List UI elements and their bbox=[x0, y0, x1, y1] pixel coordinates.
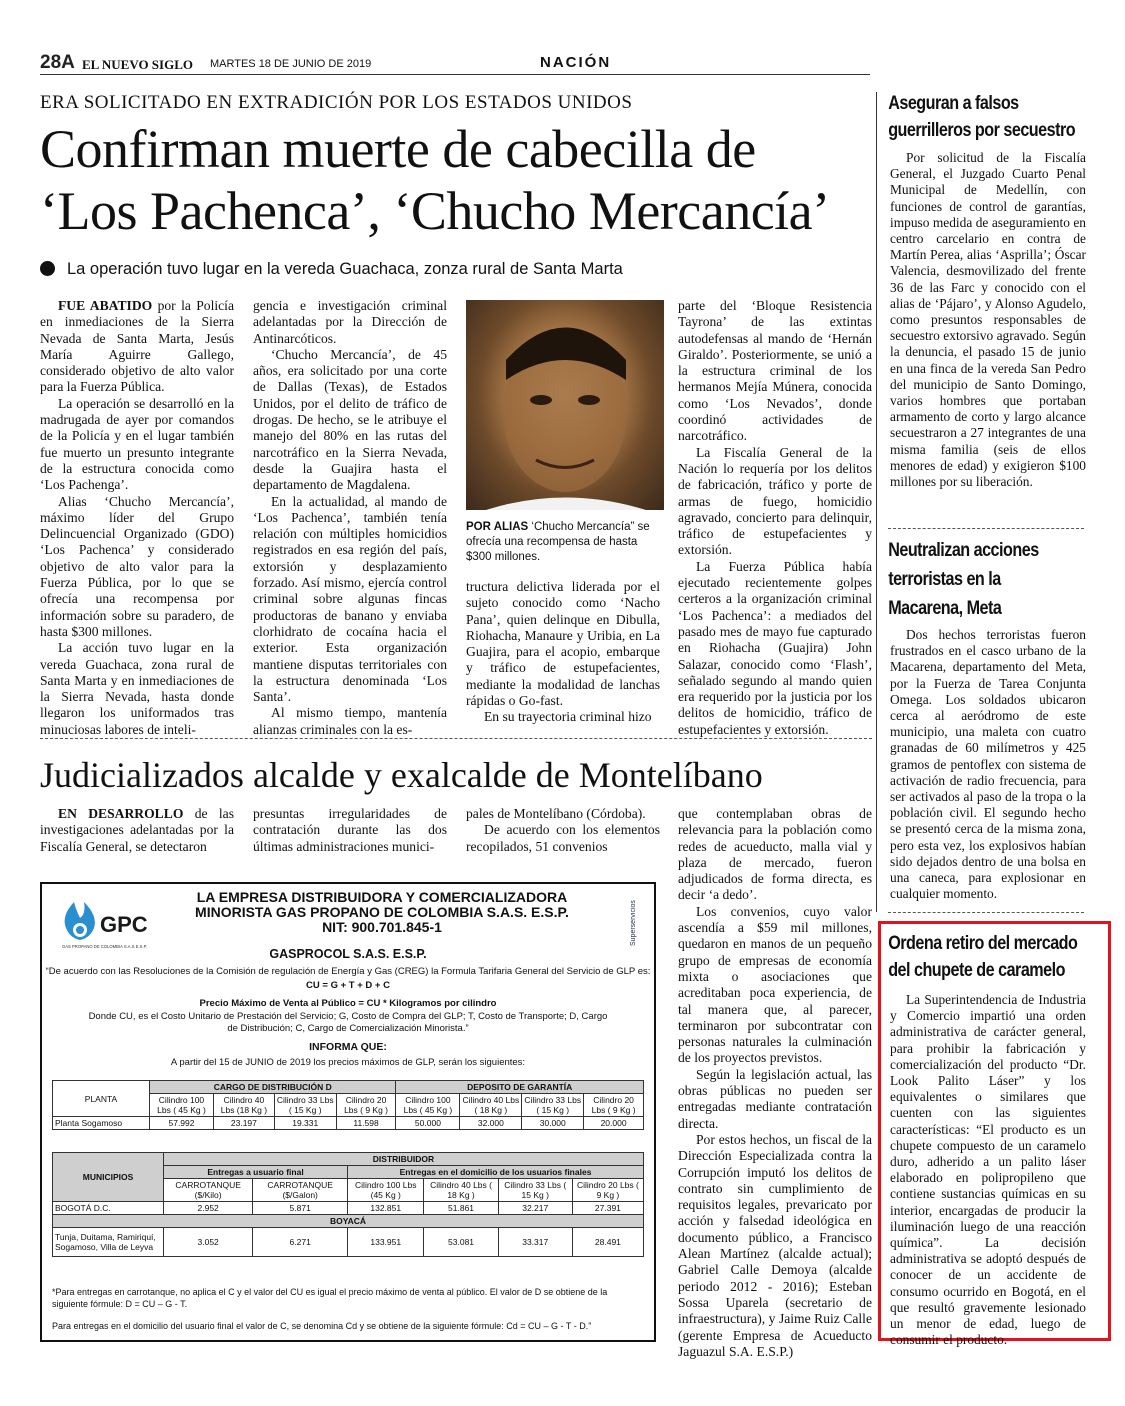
paragraph: Por solicitud de la Fiscalía General, el Juzgado Cuarto Penal Municipal de Medellín, con funciones de control de garantías, impuso medida de aseguramiento en centro carcelario en contra de Martín Perea, alias ‘Asprilla’; Óscar Valencia, desmovilizado del frente 36 de las Farc y conocido con el alias de ‘Pájaro’, y Alonso Agudelo, como presuntos responsables de secuestro extorsivo agravado. Según la denuncia, el pasado 15 de junio en una finca de la vereda San Pedro del municipio de Santo Domingo, varios hombres que portaban armamento de corto y largo alcance secuestraron a 27 integrantes de una misma familia (seis de ellos menores de edad) y exigieron $100 millones por su liberación. bbox=[890, 150, 1086, 490]
portrait-photo bbox=[466, 300, 664, 510]
table-row bbox=[53, 1202, 644, 1215]
sidebar-divider-2 bbox=[888, 912, 1084, 913]
ad-price-line: Precio Máximo de Venta al Público = CU * Kilogramos por cilindro bbox=[199, 998, 497, 1009]
table-header: Cilindro 20 Lbs ( 9 Kg ) bbox=[572, 1179, 643, 1202]
paragraph: Los convenios, cuyo valor ascendía a $59 mil millones, quedaron en manos de un pequeño grupo de empresas de economía mixta o asociaciones que acreditaban poca experiencia, de tal manera que, al parecer, terminaron por subcontratar con personas naturales la culminación de los proyectos previstos. bbox=[678, 903, 872, 1066]
ad-definitions: Donde CU, es el Costo Unitario de Prestación del Servicio; G, Costo de Compra del GLP; T, Costo de Transporte; D, Cargo de Distribución; C, Cargo de Comercialización Minorista.” bbox=[88, 1011, 608, 1034]
table-cell: 33.317 bbox=[498, 1228, 572, 1257]
caption-lead: POR ALIAS bbox=[466, 521, 529, 533]
table-header: Cilindro 33 Lbs ( 15 Kg ) bbox=[498, 1179, 572, 1202]
table-header: Cilindro 40 Lbs ( 18 Kg ) bbox=[460, 1094, 522, 1117]
sidebar-body bbox=[890, 150, 1086, 490]
lead-in: EN DESARROLLO bbox=[58, 806, 184, 821]
logo-subtext: GAS PROPANO DE COLOMBIA S.A.S E.S.P. bbox=[62, 944, 148, 949]
table-header: Cilindro 100 Lbs (45 Kg ) bbox=[348, 1179, 424, 1202]
table-cell: 11.598 bbox=[336, 1117, 396, 1130]
sidebar-headline-line: Macarena, Meta bbox=[888, 598, 1002, 619]
table-cell: 5.871 bbox=[253, 1202, 348, 1215]
table-header: CARROTANQUE ($/Kilo) bbox=[164, 1179, 253, 1202]
sidebar-body bbox=[890, 992, 1086, 1348]
table-header: Entregas a usuario final bbox=[164, 1166, 348, 1179]
second-headline: Judicializados alcalde y exalcalde de Montelíbano bbox=[40, 755, 763, 795]
section-divider bbox=[40, 738, 872, 739]
paragraph: de las investigaciones adelantadas por la Fiscalía General, se detectaron bbox=[40, 806, 234, 854]
table-cell: 30.000 bbox=[522, 1117, 584, 1130]
table-cell: 3.052 bbox=[164, 1228, 253, 1257]
sidebar-story-3 bbox=[878, 930, 1088, 1348]
paragraph: En la actualidad, al mando de ‘Los Pachenca’, también tenía relación con múltiples homicidios registrados en esa región del país, extorsión y desplazamiento forzado. Así mismo, ejercía control criminal sobre algunas fincas productoras de banano y enviaba clorhidrato de cocaína hacia el exterior. Esta organización mantiene disputas territoriales con la estructura denominada ‘Los Santa’. bbox=[253, 493, 447, 705]
paragraph: presuntas irregularidades de contratación durante las dos últimas administraciones munici- bbox=[253, 806, 447, 854]
ad-formula: CU = G + T + D + C bbox=[306, 980, 390, 991]
table-cell: 27.391 bbox=[572, 1202, 643, 1215]
paragraph: De acuerdo con los elementos recopilados, 51 convenios bbox=[466, 822, 660, 854]
lead-in: FUE ABATIDO bbox=[58, 298, 153, 313]
main-column-4 bbox=[678, 298, 872, 738]
bullet-icon bbox=[40, 261, 55, 276]
second-column-4 bbox=[678, 806, 872, 1360]
table-header: DISTRIBUIDOR bbox=[164, 1153, 644, 1166]
ad-intro: “De acuerdo con las Resoluciones de la Comisión de regulación de Energía y Gas (CREG) la Formula Tarifaria General del Servicio de GLP es: bbox=[45, 966, 651, 977]
table-cell: 57.992 bbox=[150, 1117, 214, 1130]
kicker: ERA SOLICITADO EN EXTRADICIÓN POR LOS ESTADOS UNIDOS bbox=[40, 92, 633, 113]
paragraph: En su trayectoria criminal hizo bbox=[484, 709, 652, 725]
table-cell: 53.081 bbox=[424, 1228, 498, 1257]
paragraph: gencia e investigación criminal adelantadas por la Dirección de Antinarcóticos. bbox=[253, 298, 447, 346]
main-column-2 bbox=[253, 298, 447, 738]
table-header: Entregas en el domicilio de los usuarios finales bbox=[348, 1166, 644, 1179]
sidebar-story-1 bbox=[878, 90, 1088, 490]
sidebar-divider bbox=[876, 92, 877, 912]
table-cell: 23.197 bbox=[213, 1117, 274, 1130]
table-row bbox=[53, 1117, 644, 1130]
table-header: MUNICIPIOS bbox=[53, 1153, 164, 1202]
table-cell: 19.331 bbox=[274, 1117, 336, 1130]
paragraph: ‘Chucho Mercancía’, de 45 años, era solicitado por una corte de Dallas (Texas), de Estados Unidos, por el delito de tráfico de drogas. De hecho, se le atribuye el manejo del 80% en las rutas del narcotráfico en la Sierra Nevada, desde la Guajira hasta el departamento de Magdalena. bbox=[253, 346, 447, 493]
paragraph: que contemplaban obras de relevancia para la población como redes de acueducto, malla vial y plaza de mercado, fueron adjudicados de forma directa, es decir ‘a dedo’. bbox=[678, 806, 872, 903]
main-headline-line2: ‘Los Pachenca’, ‘Chucho Mercancía’ bbox=[40, 181, 830, 241]
table-header: Cilindro 20 Lbs ( 9 Kg ) bbox=[584, 1094, 644, 1117]
table-cell: 2.952 bbox=[164, 1202, 253, 1215]
paragraph: Dos hechos terroristas fueron frustrados en el casco urbano de la Macarena, departamento del Meta, por la Fuerza de Tarea Conjunta Omega. Los soldados ubicaron cerca al aeródromo de este municipio, una maleta con cuatro granadas de 60 milímetros y 425 gramos de pentoflex con sistema de activación de radio frecuencia, para ser activados al paso de la tropa o la población civil. El segundo hecho se presentó cerca de la misma zona, pero esta vez, los explosivos habían sido dejados dentro de una bolsa en una caneca, para explosionar en cualquier momento. bbox=[890, 627, 1086, 902]
sidebar-body bbox=[890, 627, 1086, 902]
paragraph: Según la legislación actual, las obras públicas no pueden ser entregadas mediante contratación directa. bbox=[678, 1066, 872, 1131]
table-cell: 133.951 bbox=[348, 1228, 424, 1257]
ad-title-line1: LA EMPRESA DISTRIBUIDORA Y COMERCIALIZADORA bbox=[196, 889, 568, 905]
sidebar-headline bbox=[878, 90, 1096, 144]
table-cell: 32.217 bbox=[498, 1202, 572, 1215]
paragraph: La Fuerza Pública había ejecutado recientemente golpes certeros a la organización criminal ‘Los Pachenca’: a mediados del pasado mes de mayo fue capturado en Riohacha (Guajira) John Salazar, conocido como ‘Flash’, señalado segundo al mando quien era requerido por la justicia por los delitos de homicidio, tráfico de estupefacientes y extorsión. bbox=[678, 558, 872, 737]
table-cell: 28.491 bbox=[572, 1228, 643, 1257]
sidebar-headline-line: terroristas en la bbox=[888, 569, 1001, 590]
table-header: PLANTA bbox=[53, 1081, 150, 1117]
main-headline-line1: Confirman muerte de cabecilla de bbox=[40, 119, 756, 179]
sidebar-headline bbox=[878, 930, 1096, 984]
ad-footnote-1: *Para entregas en carrotanque, no aplica el C y el valor del CU es igual el precio máximo de venta al público. El valor de D se obtiene de la siguiente fórmule: D = CU – G - T. bbox=[52, 1287, 608, 1309]
ad-footnote-2: Para entregas en el domicilio del usuario final el valor de C, se denomina Cd y se obtiene de la siguiente fórmule: Cd = CU – G - T - D.” bbox=[52, 1321, 592, 1331]
table-cell: 50.000 bbox=[396, 1117, 460, 1130]
paragraph: parte del ‘Bloque Resistencia Tayrona’ de las extintas autodefensas al mando de ‘Hernán Giraldo’. Posteriormente, se unió a la estructura criminal de los hermanos Mejía Múnera, conocida como ‘Los Nevados’, donde coordinó actividades de narcotráfico. bbox=[678, 298, 872, 444]
sidebar-headline-line: Neutralizan acciones bbox=[888, 540, 1039, 561]
sidebar-headline-line: guerrilleros por secuestro bbox=[888, 120, 1076, 141]
paragraph: La operación se desarrolló en la madrugada de ayer por comandos de la Policía y en el lugar también fue muerto un presunto integrante de la estructura conocida como ‘Los Pachenga’. bbox=[40, 395, 234, 493]
paragraph: pales de Montelíbano (Córdoba). bbox=[466, 806, 646, 821]
superservicios-logo: Superservicios bbox=[630, 900, 637, 946]
section-name: NACIÓN bbox=[540, 54, 612, 71]
table-header: Cilindro 100 Lbs ( 45 Kg ) bbox=[150, 1094, 214, 1117]
sidebar-headline bbox=[878, 536, 1096, 623]
paragraph: La Fiscalía General de la Nación lo requería por los delitos de fabricación, tráfico y porte de armas de fuego, homicidio agravado, concierto para delinquir, tráfico de estupefacientes y extorsión. bbox=[678, 444, 872, 558]
ad-title-line3: NIT: 900.701.845-1 bbox=[322, 919, 442, 935]
portrait-illustration bbox=[466, 300, 664, 510]
page-number: 28A bbox=[40, 52, 75, 73]
table-header: CARGO DE DISTRIBUCIÓN D bbox=[150, 1081, 396, 1094]
gas-price-advertisement bbox=[40, 882, 656, 1342]
table-header: Cilindro 40 Lbs ( 18 Kg ) bbox=[424, 1179, 498, 1202]
paragraph: tructura delictiva liderada por el sujeto conocido como ‘Nacho Pana’, quien delinque en Dibulla, Riohacha, Manaure y Uribia, en La Guajira, para el acopio, embarque y tráfico de estupefacientes, mediante la modalidad de lanchas rápidas o Go-fast. bbox=[466, 579, 660, 709]
gpc-logo bbox=[56, 896, 166, 951]
paragraph: La Superintendencia de Industria y Comercio impartió una orden administrativa de carácter general, para prohibir la fabricación y comercialización del producto “Dr. Look Palito Láser” y los equivalentes o similares que cuenten con las siguientes características: “El producto es un chupete compuesto de un caramelo duro, adherido a un palito láser elaborado en polipropileno que contiene sustancias químicas en su interior, encargadas de producir la iluminación luego de una reacción química”. La decisión administrativa se adoptó después de conocer de un accidente de consumo ocurrido en Bogotá, en el que resultó gravemente lesionado un menor de edad, luego de consumir el producto. bbox=[890, 992, 1086, 1348]
municipality-price-table bbox=[52, 1152, 644, 1257]
ad-title-line2: MINORISTA GAS PROPANO DE COLOMBIA S.A.S. E.S.P. bbox=[195, 904, 569, 920]
sidebar-headline-line: del chupete de caramelo bbox=[888, 960, 1065, 981]
main-headline bbox=[40, 118, 870, 242]
main-column-3 bbox=[466, 579, 660, 726]
deck-text: La operación tuvo lugar en la vereda Guachaca, zonza rural de Santa Marta bbox=[67, 260, 623, 278]
table-cell: 51.861 bbox=[424, 1202, 498, 1215]
table-row bbox=[53, 1228, 644, 1257]
caption-text: ‘Chucho Mercancía” se ofrecía una recompensa de hasta $300 millones. bbox=[466, 521, 650, 563]
table-header: Cilindro 40 Lbs (18 Kg ) bbox=[213, 1094, 274, 1117]
second-column-1 bbox=[40, 806, 234, 855]
deck bbox=[40, 260, 870, 279]
table-header: Cilindro 33 Lbs ( 15 Kg ) bbox=[274, 1094, 336, 1117]
logo-text: GPC bbox=[100, 912, 148, 937]
table-cell: 6.271 bbox=[253, 1228, 348, 1257]
sidebar-headline-line: Aseguran a falsos bbox=[888, 93, 1019, 114]
ad-apartir: A partir del 15 de JUNIO de 2019 los precios máximos de GLP, serán los siguientes: bbox=[170, 1057, 526, 1068]
table-cell: 20.000 bbox=[584, 1117, 644, 1130]
ad-company: GASPROCOL S.A.S. E.S.P. bbox=[269, 947, 427, 961]
plant-price-table bbox=[52, 1080, 644, 1130]
page-header bbox=[40, 52, 870, 75]
sidebar-divider-1 bbox=[888, 528, 1084, 529]
table-header: Cilindro 100 Lbs ( 45 Kg ) bbox=[396, 1094, 460, 1117]
table-header: Cilindro 20 Lbs ( 9 Kg ) bbox=[336, 1094, 396, 1117]
paragraph: Alias ‘Chucho Mercancía’, máximo líder del Grupo Delincuencial Organizado (GDO) ‘Los Pachenca’ y considerado objetivo de alto valor para la Fuerza Pública, por lo que se ofrecía una recompensa por información sobre su paradero, de hasta $300 millones. bbox=[40, 493, 234, 639]
table-subheader: BOYACÁ bbox=[53, 1215, 644, 1228]
paragraph: Por estos hechos, un fiscal de la Dirección Especializada contra la Corrupción imputó los delitos de contrato sin cumplimiento de requisitos legales, prevaricato por acción y falsedad ideológica en documento público, a Francisco Alean Martínez (alcalde actual); Gabriel Calle Demoya (alcalde periodo 2012 - 2016); Esteban Sossa Uparela (secretario de infraestructura), y Jaime Ruiz Calle (gerente Empresa de Acueducto Jaguazul S.A. E.S.P.) bbox=[678, 1131, 872, 1359]
ad-informa: INFORMA QUE: bbox=[309, 1041, 387, 1053]
paragraph: por la Policía en inmediaciones de la Sierra Nevada de Santa Marta, Jesús María Aguirre Gallego, considerado objetivo de alto valor para la Fuerza Pública. bbox=[40, 298, 234, 395]
table-cell: BOGOTÁ D.C. bbox=[53, 1202, 164, 1215]
table-cell: Planta Sogamoso bbox=[53, 1117, 150, 1130]
masthead: EL NUEVO SIGLO bbox=[82, 57, 193, 72]
paragraph: La acción tuvo lugar en la vereda Guachaca, zona rural de Santa Marta y en inmediaciones de la Sierra Nevada, hasta donde llegaron los uniformados tras minuciosas labores de inteli- bbox=[40, 640, 234, 737]
dateline: MARTES 18 DE JUNIO DE 2019 bbox=[210, 58, 372, 70]
table-header: DEPOSITO DE GARANTÍA bbox=[396, 1081, 644, 1094]
table-cell: 32.000 bbox=[460, 1117, 522, 1130]
sidebar-story-2 bbox=[878, 536, 1088, 902]
table-cell: Tunja, Duitama, Ramiriquí, Sogamoso, Villa de Leyva bbox=[53, 1228, 164, 1257]
ad-title bbox=[172, 890, 592, 935]
photo-caption bbox=[466, 520, 666, 565]
sidebar-headline-line: Ordena retiro del mercado bbox=[888, 933, 1078, 954]
table-header: Cilindro 33 Lbs ( 15 Kg ) bbox=[522, 1094, 584, 1117]
table-header: CARROTANQUE ($/Galon) bbox=[253, 1179, 348, 1202]
second-column-2 bbox=[253, 806, 447, 855]
table-cell: 132.851 bbox=[348, 1202, 424, 1215]
paragraph: Al mismo tiempo, mantenía alianzas criminales con la es- bbox=[253, 705, 447, 737]
second-column-3 bbox=[466, 806, 660, 855]
main-column-1 bbox=[40, 298, 234, 738]
